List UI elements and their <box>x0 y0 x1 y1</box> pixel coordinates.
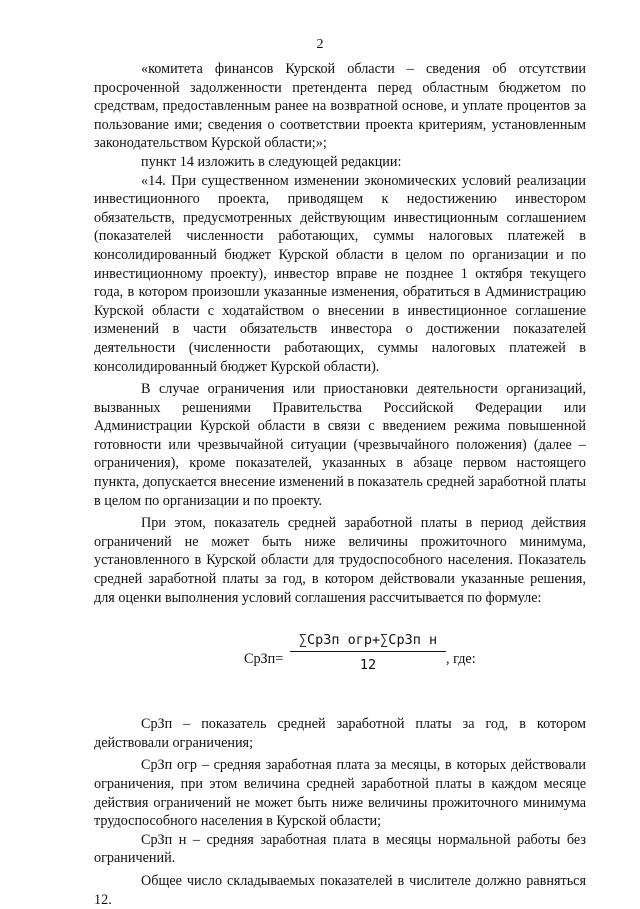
definition-srzp-ogr: СрЗп огр – средняя заработная плата за месяцы, в которых действовали ограничения, при этом величина средней заработной платы в каждом месяце действия ограничений не может быть ниже величины прожиточного минимума трудоспособного населения в Курской области; <box>94 757 586 830</box>
page-number: 2 <box>316 37 324 52</box>
definition-srzp: СрЗп – показатель средней заработной платы за год, в котором действовали ограничения; <box>94 716 586 751</box>
formula-lhs: СрЗп= <box>244 651 284 668</box>
formula-denominator: 12 <box>359 656 377 673</box>
paragraph-restrictions: В случае ограничения или приостановки деятельности организаций, вызванных решениями Правительства Российской Федерации или Администрации Курской области в связи с введением режима повышенной готовности или чрезвычайной ситуации (чрезвычайного положения) (далее – ограничения), кроме показателей, указанных в абзаце первом настоящего пункта, допускается внесение изменений в показатель средней заработной платы в целом по организации и по проекту. <box>94 381 586 509</box>
paragraph-total-count: Общее число складываемых показателей в числителе должно равняться 12. <box>94 872 586 908</box>
salary-formula <box>94 629 586 685</box>
paragraph-salary-indicator: При этом, показатель средней заработной платы в период действия ограничений не может быть ниже величины прожиточного минимума, установленного в Курской области для трудоспособного населения. Показатель средней заработной платы за год, в котором действовали указанные решения, для оценки выполнения условий соглашения рассчитывается по формуле: <box>94 515 586 606</box>
formula-suffix: , где: <box>446 651 476 668</box>
formula-numerator: ∑СрЗп огр+∑СрЗп н <box>290 631 446 652</box>
paragraph-item-14: «14. При существенном изменении экономических условий реализации инвестиционного проекта, приводящем к недостижению инвестором обязательств, предусмотренных действующим инвестиционным соглашением (показателей численности работающих, суммы налоговых платежей в консолидированный бюджет Курской области в целом по организации и по инвестиционному проекту), инвестор вправе не позднее 1 октября текущего года, в котором произошли указанные изменения, обратиться в Администрацию Курской области с ходатайством о внесении в инвестиционное соглашение изменений в части обязательств инвестора о достижении показателей деятельности (численности работающих, суммы налоговых платежей в консолидированный бюджет Курской области). <box>94 172 586 375</box>
definition-srzp-n: СрЗп н – средняя заработная плата в месяцы нормальной работы без ограничений. <box>94 831 586 867</box>
paragraph-item-14-intro: пункт 14 изложить в следующей редакции: <box>141 153 402 170</box>
paragraph-finance-committee: «комитета финансов Курской области – сведения об отсутствии просроченной задолженности претендента перед областным бюджетом по средствам, предоставленным ранее на возвратной основе, и уплате процентов за пользование ими; сведения о соответствии проекта критериям, установленным законодательством Курской области;»; <box>94 61 586 152</box>
document-body <box>94 60 586 909</box>
formula-fraction <box>290 631 446 674</box>
